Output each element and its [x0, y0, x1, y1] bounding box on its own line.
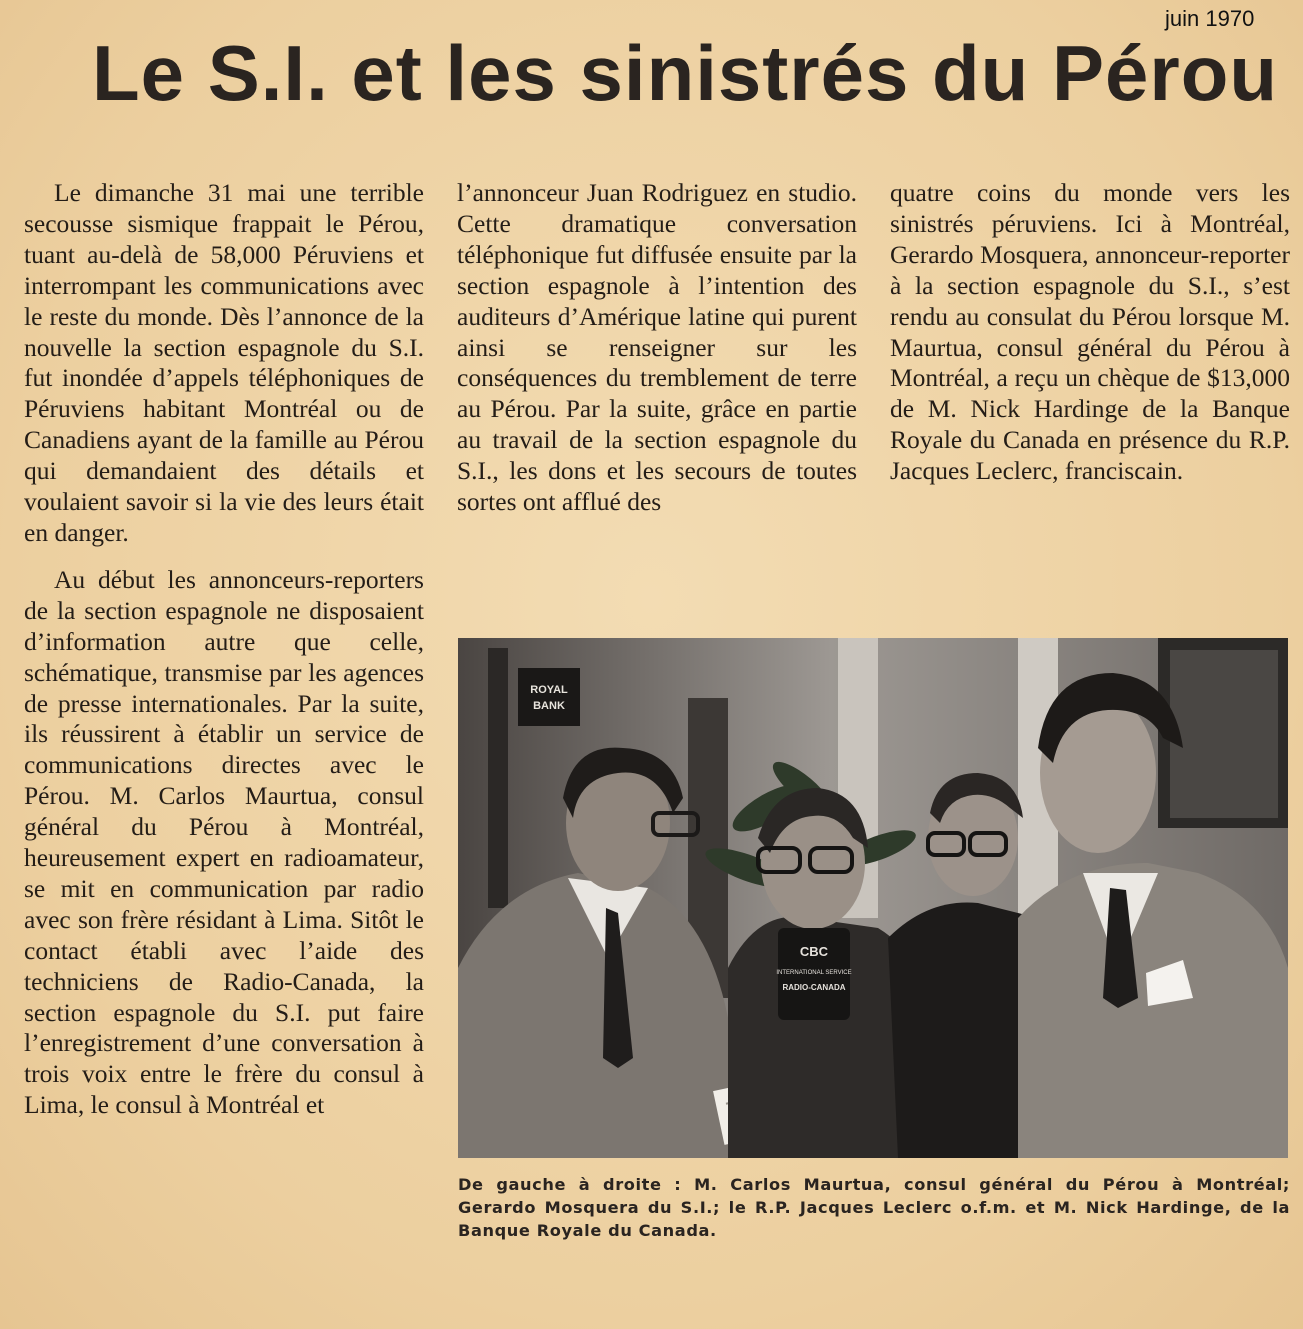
paragraph-earthquake: Le dimanche 31 mai une terrible secousse sismique frappait le Pérou, tuant au-delà de 58,000 Péruviens et interrompant les communications avec le reste du monde. Dès l’annonce de la nouvelle la section espagnole du S.I. fut inondée d’appels téléphoniques de Péruviens habitant Montréal ou de Canadiens ayant de la famille au Pérou qui demandaient des détails et voulaient savoir si la vie des leurs était en danger.: [24, 178, 424, 547]
paragraph-broadcast: l’annonceur Juan Rodriguez en studio. Cette dramatique conversation téléphonique fut diffusée ensuite par la section espagnole à l’intention des auditeurs d’Amérique latine qui purent ainsi se renseigner sur les conséquences du tremblement de terre au Pérou. Par la suite, grâce en partie au travail de la section espagnole du S.I., les dons et les secours de toutes sortes ont afflué des: [457, 178, 857, 517]
issue-date: juin 1970: [1165, 6, 1255, 31]
cbc-microphone: [776, 928, 851, 1020]
mic-label-line1: CBC: [799, 944, 829, 959]
article-column-2: [457, 178, 857, 518]
article-column-1: [24, 178, 424, 1121]
news-photo: [458, 638, 1288, 1158]
mic-label-line3: RADIO-CANADA: [782, 983, 846, 992]
bank-sign: [518, 668, 580, 726]
photo-caption: De gauche à droite : M. Carlos Maurtua, consul général du Pérou à Montréal; Gerardo Mosquera du S.I.; le R.P. Jacques Leclerc o.f.m. et M. Nick Hardinge, de la Banque Royale du Canada.: [458, 1175, 1290, 1240]
bank-sign-line2: BANK: [533, 700, 565, 712]
mic-label-line2: INTERNATIONAL SERVICE: [776, 970, 852, 976]
paragraph-reporters: Au début les annonceurs-reporters de la section espagnole ne disposaient d’information autre que celle, schématique, transmise par les agences de presse internationales. Par la suite, ils réussirent à établir un service de communications directes avec le Pérou. M. Carlos Maurtua, consul général du Pérou à Montréal, heureusement expert en radioamateur, se mit en communication par radio avec son frère résidant à Lima. Sitôt le contact établi avec l’aide des techniciens de Radio-Canada, la section espagnole du S.I. put faire l’enregistrement d’une conversation à trois voix entre le frère du consul à Lima, le consul à Montréal et: [24, 564, 424, 1120]
bank-sign-line1: ROYAL: [530, 684, 568, 696]
article-column-3: [890, 178, 1290, 487]
photo-illustration: [458, 638, 1288, 1158]
paragraph-donation: quatre coins du monde vers les sinistrés péruviens. Ici à Montréal, Gerardo Mosquera, annonceur-reporter à la section espagnole du S.I., s’est rendu au consulat du Pérou lorsque M. Maurtua, consul général du Pérou à Montréal, a reçu un chèque de $13,000 de M. Nick Hardinge de la Banque Royale du Canada en présence du R.P. Jacques Leclerc, franciscain.: [890, 178, 1290, 486]
article-headline: Le S.I. et les sinistrés du Pérou: [92, 29, 1279, 117]
